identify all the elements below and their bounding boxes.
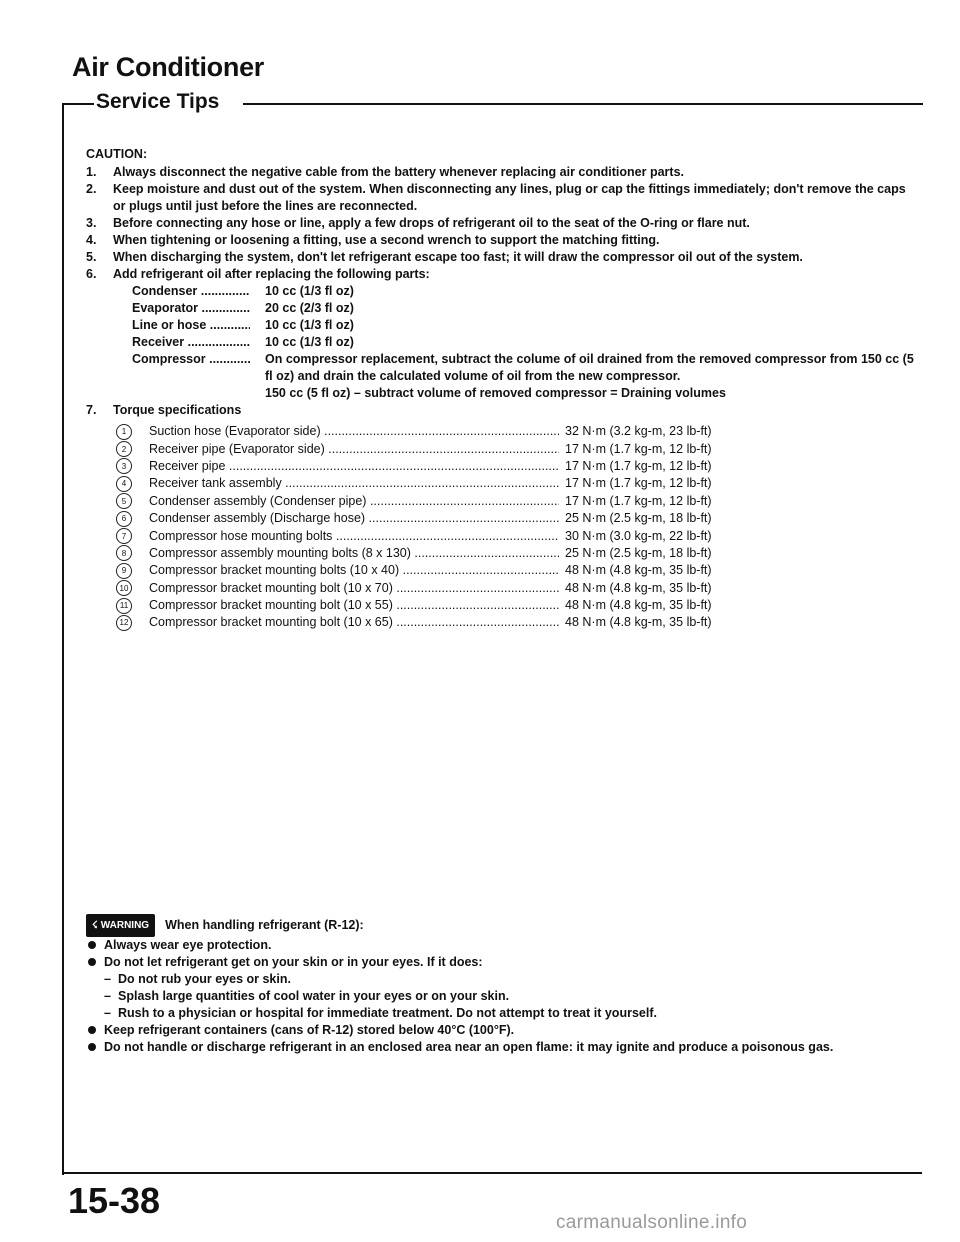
oil-parts-list — [132, 283, 916, 402]
warning-bullet — [86, 937, 916, 954]
bullet-text: Do not let refrigerant get on your skin or in your eyes. If it does: — [104, 955, 483, 969]
caution-section — [86, 146, 916, 632]
torque-part: Compressor hose mounting bolts ..... — [149, 528, 559, 545]
torque-part: Compressor bracket mounting bolts (10 x 40) ..... — [149, 562, 559, 579]
torque-table — [116, 423, 916, 632]
torque-value: 48 N·m (4.8 kg-m, 35 lb-ft) — [565, 580, 712, 595]
item-text: Before connecting any hose or line, apply a few drops of refrigerant oil to the seat of the O-ring or flare nut. — [113, 216, 750, 230]
torque-value: 25 N·m (2.5 kg-m, 18 lb-ft) — [565, 545, 712, 560]
torque-value: 17 N·m (1.7 kg-m, 12 lb-ft) — [565, 458, 712, 473]
oil-part-row — [132, 385, 916, 402]
caution-item — [86, 181, 916, 215]
torque-row — [116, 545, 916, 562]
torque-row — [116, 614, 916, 631]
torque-row — [116, 423, 916, 440]
part-name: Compressor ..... — [132, 351, 250, 385]
item-number: 1. — [86, 165, 97, 179]
part-value: 20 cc (2/3 fl oz) — [265, 301, 354, 315]
bullet-icon — [88, 941, 96, 949]
part-value: 10 cc (1/3 fl oz) — [265, 318, 354, 332]
caution-item — [86, 249, 916, 266]
torque-row — [116, 562, 916, 579]
caution-item — [86, 402, 916, 419]
part-value: 10 cc (1/3 fl oz) — [265, 335, 354, 349]
part-name: Evaporator ..... — [132, 300, 250, 317]
callout-number-icon: 2 — [116, 441, 132, 457]
warning-bullet — [86, 954, 916, 971]
bullet-text: Do not handle or discharge refrigerant in an enclosed area near an open flame: it may ignite and produce a poisonous gas. — [104, 1040, 834, 1054]
oil-part-row — [132, 300, 916, 317]
torque-row — [116, 458, 916, 475]
item-text: Add refrigerant oil after replacing the following parts: — [113, 267, 430, 281]
item-text: When discharging the system, don't let refrigerant escape too fast; it will draw the compressor oil out of the system. — [113, 250, 803, 264]
bullet-icon — [88, 958, 96, 966]
torque-value: 25 N·m (2.5 kg-m, 18 lb-ft) — [565, 511, 712, 526]
torque-part: Compressor bracket mounting bolt (10 x 55) ..... — [149, 597, 559, 614]
callout-number-icon: 1 — [116, 424, 132, 440]
callout-number-icon: 6 — [116, 511, 132, 527]
caution-item — [86, 232, 916, 249]
part-value: On compressor replacement, subtract the colume of oil drained from the removed compressor from 150 cc (5 fl oz) and drain the calculated volume of oil from the new compressor. — [265, 352, 914, 383]
torque-heading: Torque specifications — [113, 403, 242, 417]
torque-part: Compressor bracket mounting bolt (10 x 70) ..... — [149, 580, 559, 597]
part-name: Line or hose ..... — [132, 317, 250, 334]
part-name: Condenser ..... — [132, 283, 250, 300]
item-text: When tightening or loosening a fitting, use a second wrench to support the matching fitting. — [113, 233, 660, 247]
callout-number-icon: 12 — [116, 615, 132, 631]
item-number: 4. — [86, 233, 97, 247]
part-name: Receiver ..... — [132, 334, 250, 351]
torque-row — [116, 580, 916, 597]
callout-number-icon: 9 — [116, 563, 132, 579]
torque-value: 17 N·m (1.7 kg-m, 12 lb-ft) — [565, 441, 712, 456]
warning-subitem: – Do not rub your eyes or skin. — [104, 972, 291, 986]
frame-line-bottom — [62, 1172, 922, 1174]
torque-value: 48 N·m (4.8 kg-m, 35 lb-ft) — [565, 563, 712, 578]
item-number: 2. — [86, 182, 97, 196]
callout-number-icon: 10 — [116, 580, 132, 596]
item-number: 6. — [86, 267, 97, 281]
warning-icon: ☇ — [92, 920, 98, 931]
frame-line-top-left — [62, 103, 94, 105]
warning-heading: When handling refrigerant (R-12): — [165, 918, 364, 932]
caution-label: CAUTION: — [86, 147, 148, 161]
torque-value: 30 N·m (3.0 kg-m, 22 lb-ft) — [565, 528, 712, 543]
item-text: Always disconnect the negative cable from the battery whenever replacing air conditioner parts. — [113, 165, 684, 179]
part-value: 10 cc (1/3 fl oz) — [265, 284, 354, 298]
warning-section — [86, 914, 916, 1056]
item-number: 3. — [86, 216, 97, 230]
torque-part: Receiver tank assembly ..... — [149, 475, 559, 492]
torque-part: Receiver pipe ..... — [149, 458, 559, 475]
torque-row — [116, 475, 916, 492]
caution-item — [86, 215, 916, 232]
oil-part-row — [132, 283, 916, 300]
oil-part-row — [132, 334, 916, 351]
callout-number-icon: 7 — [116, 528, 132, 544]
torque-row — [116, 527, 916, 544]
torque-part: Compressor bracket mounting bolt (10 x 65) ..... — [149, 614, 559, 631]
caution-item — [86, 266, 916, 283]
torque-value: 48 N·m (4.8 kg-m, 35 lb-ft) — [565, 615, 712, 630]
callout-number-icon: 8 — [116, 545, 132, 561]
subitem-text: Do not rub your eyes or skin. — [118, 972, 291, 986]
item-number: 7. — [86, 403, 97, 417]
callout-number-icon: 5 — [116, 493, 132, 509]
frame-line-top-right — [243, 103, 923, 105]
torque-part: Receiver pipe (Evaporator side) ..... — [149, 441, 559, 458]
callout-number-icon: 4 — [116, 476, 132, 492]
torque-row — [116, 597, 916, 614]
watermark: carmanualsonline.info — [556, 1212, 748, 1233]
oil-part-row — [132, 351, 916, 385]
torque-part: Suction hose (Evaporator side) ..... — [149, 423, 559, 440]
torque-part: Condenser assembly (Condenser pipe) ..... — [149, 493, 559, 510]
torque-row — [116, 510, 916, 527]
page-title: Air Conditioner — [72, 52, 264, 82]
section-title: Service Tips — [96, 90, 229, 114]
torque-value: 17 N·m (1.7 kg-m, 12 lb-ft) — [565, 476, 712, 491]
frame-line-left — [62, 103, 64, 1175]
torque-row — [116, 440, 916, 457]
bullet-icon — [88, 1043, 96, 1051]
torque-part: Compressor assembly mounting bolts (8 x 130) ..... — [149, 545, 559, 562]
warning-badge-label: WARNING — [100, 920, 150, 931]
caution-item — [86, 164, 916, 181]
warning-subitem: – Splash large quantities of cool water in your eyes or on your skin. — [104, 989, 510, 1003]
oil-part-row — [132, 317, 916, 334]
bullet-icon — [88, 1026, 96, 1034]
warning-bullet — [86, 1039, 916, 1056]
torque-value: 32 N·m (3.2 kg-m, 23 lb-ft) — [565, 424, 712, 439]
compressor-formula: 150 cc (5 fl oz) – subtract volume of removed compressor = Draining volumes — [265, 386, 726, 400]
warning-header — [86, 914, 916, 937]
subitem-text: Rush to a physician or hospital for immediate treatment. Do not attempt to treat it yourself. — [118, 1006, 657, 1020]
warning-badge — [86, 914, 155, 937]
torque-part: Condenser assembly (Discharge hose) ..... — [149, 510, 559, 527]
callout-number-icon: 3 — [116, 458, 132, 474]
subitem-text: Splash large quantities of cool water in your eyes or on your skin. — [118, 989, 510, 1003]
torque-value: 17 N·m (1.7 kg-m, 12 lb-ft) — [565, 493, 712, 508]
page-number: 15-38 — [68, 1180, 161, 1221]
bullet-text: Always wear eye protection. — [104, 938, 272, 952]
torque-value: 48 N·m (4.8 kg-m, 35 lb-ft) — [565, 598, 712, 613]
item-number: 5. — [86, 250, 97, 264]
item-text: Keep moisture and dust out of the system. When disconnecting any lines, plug or cap the fittings immediately; don't remove the caps or plugs until just before the lines are reconnected. — [113, 182, 906, 213]
torque-row — [116, 493, 916, 510]
warning-bullet — [86, 1022, 916, 1039]
callout-number-icon: 11 — [116, 598, 132, 614]
warning-subitem: – Rush to a physician or hospital for immediate treatment. Do not attempt to treat it yourself. — [104, 1006, 657, 1020]
bullet-text: Keep refrigerant containers (cans of R-12) stored below 40°C (100°F). — [104, 1023, 515, 1037]
